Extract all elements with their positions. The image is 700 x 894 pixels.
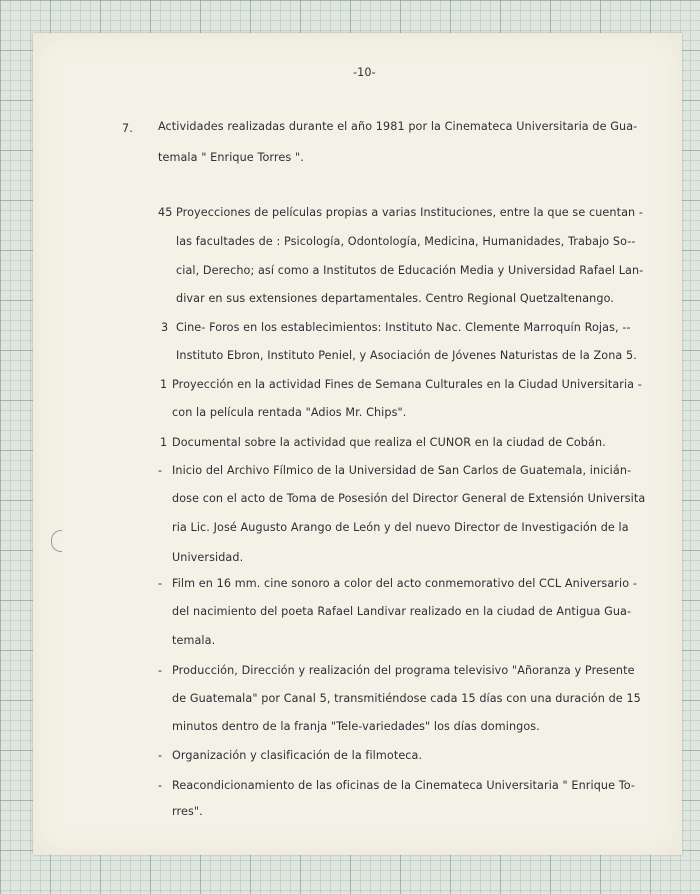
item-line: Cine- Foros en los establecimientos: Instituto Nac. Clemente Marroquín Rojas, -- [176, 321, 631, 334]
item-line: Organización y clasificación de la filmoteca. [172, 749, 423, 762]
item-bullet: - [158, 664, 163, 677]
item-line: ria Lic. José Augusto Arango de León y del nuevo Director de Investigación de la [172, 521, 629, 534]
margin-mark [51, 530, 62, 552]
item-line: Reacondicionamiento de las oficinas de la Cinemateca Universitaria " Enrique To- [172, 779, 636, 792]
item-line: cial, Derecho; así como a Institutos de Educación Media y Universidad Rafael Lan- [176, 264, 644, 277]
item-line: Film en 16 mm. cine sonoro a color del acto conmemorativo del CCL Aniversario - [172, 577, 637, 590]
intro-line: Actividades realizadas durante el año 1981 por la Cinemateca Universitaria de Gua- [158, 120, 638, 133]
item-bullet: - [158, 464, 163, 477]
item-count: 45 [158, 206, 173, 219]
item-line: Proyecciones de películas propias a varias Instituciones, entre la que se cuentan - [176, 206, 644, 219]
intro-line: temala " Enrique Torres ". [158, 151, 304, 164]
item-line: rres". [172, 805, 203, 818]
item-count: 1 [160, 436, 168, 449]
item-line: Documental sobre la actividad que realiza el CUNOR en la ciudad de Cobán. [172, 436, 606, 449]
item-line: minutos dentro de la franja "Tele-variedades" los días domingos. [172, 720, 540, 733]
item-line: Inicio del Archivo Fílmico de la Universidad de San Carlos de Guatemala, inicián- [172, 464, 632, 477]
item-count: 3 [161, 321, 169, 334]
section-number: 7. [122, 122, 133, 135]
item-line: divar en sus extensiones departamentales. Centro Regional Quetzaltenango. [176, 292, 614, 305]
item-line: de Guatemala" por Canal 5, transmitiéndose cada 15 días con una duración de 15 [172, 692, 641, 705]
item-line: del nacimiento del poeta Rafael Landivar realizado en la ciudad de Antigua Gua- [172, 605, 632, 618]
item-line: Producción, Dirección y realización del programa televisivo "Añoranza y Presente [172, 664, 635, 677]
item-bullet: - [158, 749, 163, 762]
item-line: con la película rentada "Adios Mr. Chips". [172, 406, 407, 419]
item-line: temala. [172, 634, 216, 647]
item-count: 1 [160, 378, 168, 391]
item-bullet: - [158, 779, 163, 792]
page-number: -10- [353, 66, 376, 79]
item-line: Universidad. [172, 551, 244, 564]
item-line: las facultades de : Psicología, Odontología, Medicina, Humanidades, Trabajo So-- [176, 235, 636, 248]
item-bullet: - [158, 577, 163, 590]
item-line: Instituto Ebron, Instituto Peniel, y Asociación de Jóvenes Naturistas de la Zona 5. [176, 349, 637, 362]
item-line: Proyección en la actividad Fines de Semana Culturales en la Ciudad Universitaria - [172, 378, 642, 391]
item-line: dose con el acto de Toma de Posesión del Director General de Extensión Universita [172, 492, 646, 505]
